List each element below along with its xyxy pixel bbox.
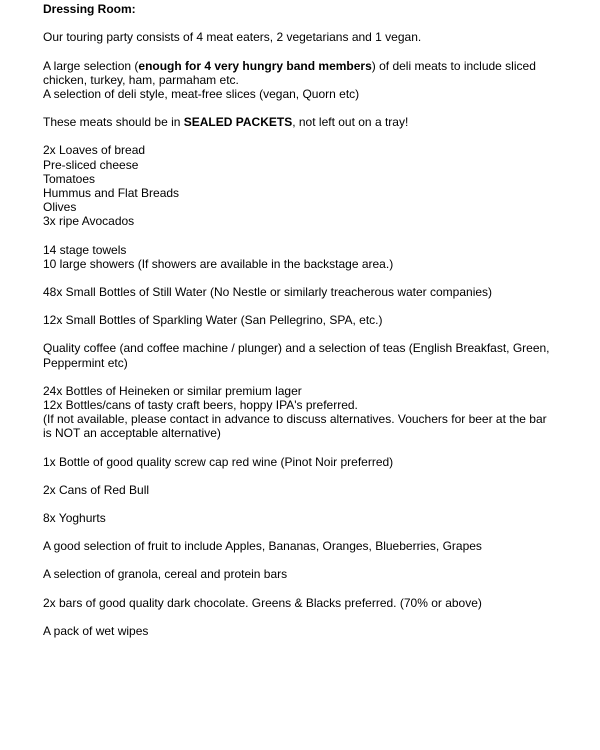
wine-section [43, 455, 573, 469]
sealed-prefix: These meats should be in [43, 115, 184, 130]
sealed-note [43, 115, 573, 129]
fruit-text: A good selection of fruit to include Apples, Bananas, Oranges, Blueberries, Grapes [43, 539, 482, 554]
red-bull-section [43, 483, 573, 497]
party-info [43, 30, 573, 44]
deli-suffix: ) of deli meats to include sliced [371, 58, 536, 73]
beer-section [43, 384, 573, 441]
towels-section [43, 243, 573, 271]
list-item: 3x ripe Avocados [43, 214, 135, 229]
list-item: Tomatoes [43, 171, 96, 186]
deli-line-3: A selection of deli style, meat-free slices (vegan, Quorn etc) [43, 87, 360, 101]
list-item: 12x Bottles/cans of tasty craft beers, hoppy IPA's preferred. [43, 398, 358, 413]
chocolate-section [43, 596, 573, 610]
sealed-suffix: , not left out on a tray! [292, 115, 409, 130]
party-info-text: Our touring party consists of 4 meat eaters, 2 vegetarians and 1 vegan. [43, 30, 422, 45]
deli-bold: enough for 4 very hungry band members [138, 58, 372, 73]
chocolate-text: 2x bars of good quality dark chocolate. Greens & Blacks preferred. (70% or above) [43, 595, 482, 610]
sealed-line [43, 115, 573, 129]
wine-text: 1x Bottle of good quality screw cap red wine (Pinot Noir preferred) [43, 454, 394, 469]
food-list [43, 143, 573, 228]
granola-section [43, 567, 573, 581]
list-item: is NOT an acceptable alternative) [43, 426, 221, 441]
list-item: 2x Loaves of bread [43, 143, 146, 158]
rider-document [43, 2, 573, 652]
still-water-section [43, 285, 573, 299]
yoghurts-text: 8x Yoghurts [43, 511, 106, 526]
deli-line-2: chicken, turkey, ham, parmaham etc. [43, 72, 239, 87]
list-item: 24x Bottles of Heineken or similar premium lager [43, 383, 302, 398]
coffee-section [43, 341, 573, 369]
sealed-bold: SEALED PACKETS [183, 115, 293, 130]
coffee-line-1: Quality coffee (and coffee machine / plunger) and a selection of teas (English Breakfast, Green, [43, 341, 550, 356]
coffee-line-2: Peppermint etc) [43, 355, 128, 370]
deli-prefix: A large selection ( [43, 58, 139, 73]
deli-line-1 [43, 59, 573, 73]
list-item: Pre-sliced cheese [43, 157, 139, 172]
list-item: Olives [43, 200, 77, 215]
granola-text: A selection of granola, cereal and protein bars [43, 567, 288, 582]
sparkling-water-text: 12x Small Bottles of Sparkling Water (San Pellegrino, SPA, etc.) [43, 313, 383, 328]
wipes-section [43, 624, 573, 638]
deli-section [43, 59, 573, 102]
red-bull-text: 2x Cans of Red Bull [43, 482, 150, 497]
sparkling-water-section [43, 313, 573, 327]
list-item: Hummus and Flat Breads [43, 186, 180, 201]
list-item: (If not available, please contact in advance to discuss alternatives. Vouchers for beer at the bar [43, 412, 547, 427]
list-item: 10 large showers (If showers are available in the backstage area.) [43, 256, 394, 271]
list-item: 14 stage towels [43, 242, 127, 257]
yoghurts-section [43, 511, 573, 525]
still-water-text: 48x Small Bottles of Still Water (No Nestle or similarly treacherous water companies) [43, 285, 493, 300]
page-title: Dressing Room: [43, 2, 136, 16]
fruit-section [43, 539, 573, 553]
wipes-text: A pack of wet wipes [43, 623, 149, 638]
